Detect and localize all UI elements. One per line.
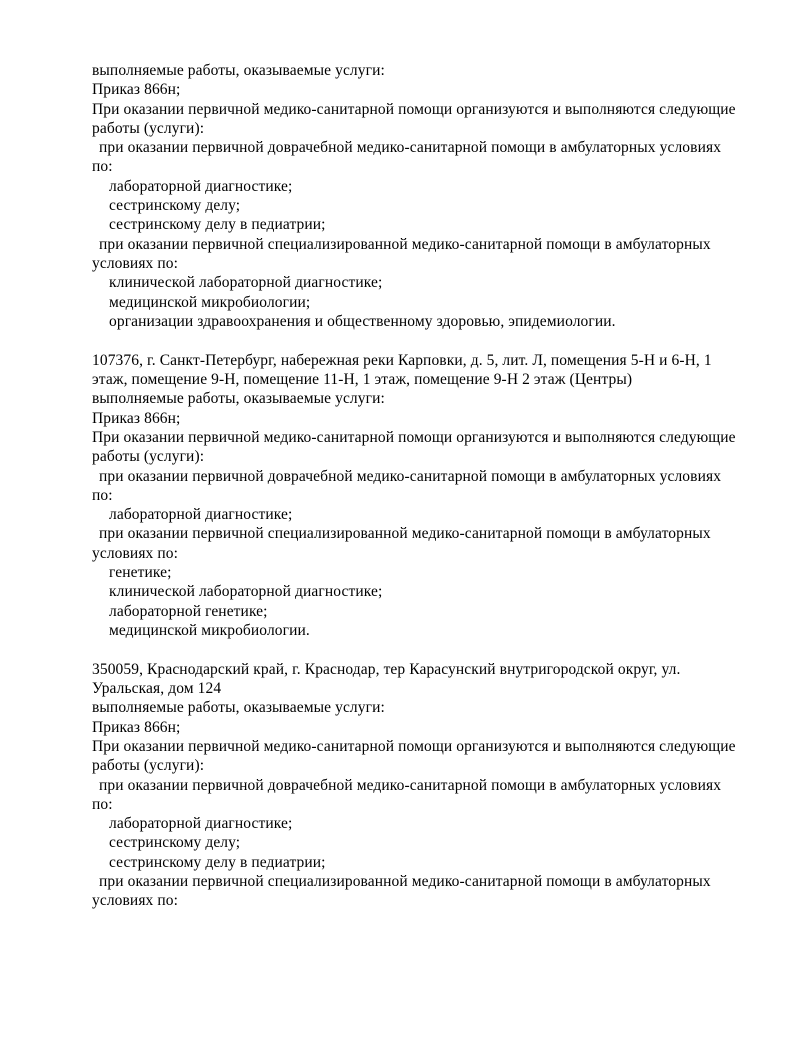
text-line: При оказании первичной медико-санитарной помощи организуются и выполняются следующие bbox=[92, 737, 736, 755]
text-line: клинической лабораторной диагностике; bbox=[109, 583, 383, 601]
text-line: При оказании первичной медико-санитарной помощи организуются и выполняются следующие bbox=[92, 100, 736, 118]
text-line: Приказ 866н; bbox=[92, 718, 181, 736]
text-line: лабораторной диагностике; bbox=[109, 506, 293, 524]
text-line: работы (услуги): bbox=[92, 448, 205, 466]
text-line: сестринскому делу в педиатрии; bbox=[109, 216, 326, 234]
text-line: сестринскому делу; bbox=[109, 834, 241, 852]
text-line: условиях по: bbox=[92, 544, 179, 562]
address-line: Уральская, дом 124 bbox=[92, 680, 222, 698]
text-line: лабораторной диагностике; bbox=[109, 177, 293, 195]
text-line: лабораторной диагностике; bbox=[109, 815, 293, 833]
text-line: сестринскому делу; bbox=[109, 197, 241, 215]
text-line: организации здравоохранения и общественному здоровью, эпидемиологии. bbox=[109, 312, 616, 330]
text-line: условиях по: bbox=[92, 254, 179, 272]
address-line: этаж, помещение 9-Н, помещение 11-Н, 1 этаж, помещение 9-Н 2 этаж (Центры) bbox=[92, 371, 633, 389]
text-line: выполняемые работы, оказываемые услуги: bbox=[92, 699, 385, 717]
text-line: клинической лабораторной диагностике; bbox=[109, 274, 383, 292]
license-section-2 bbox=[92, 351, 762, 640]
text-line: выполняемые работы, оказываемые услуги: bbox=[92, 62, 385, 79]
address-line: 350059, Краснодарский край, г. Краснодар, тер Карасунский внутригородской округ, ул. bbox=[92, 660, 681, 678]
license-document bbox=[92, 61, 762, 911]
license-section-3 bbox=[92, 660, 762, 911]
text-line: при оказании первичной доврачебной медико-санитарной помощи в амбулаторных условиях bbox=[99, 467, 722, 485]
text-line: медицинской микробиологии; bbox=[109, 293, 311, 311]
address-line: 107376, г. Санкт-Петербург, набережная реки Карповки, д. 5, лит. Л, помещения 5-Н и 6-Н, 1 bbox=[92, 351, 712, 369]
text-line: лабораторной генетике; bbox=[109, 602, 268, 620]
text-line: при оказании первичной специализированной медико-санитарной помощи в амбулаторных bbox=[99, 873, 711, 891]
text-line: работы (услуги): bbox=[92, 757, 205, 775]
text-line: Приказ 866н; bbox=[92, 81, 181, 99]
text-line: при оказании первичной специализированной медико-санитарной помощи в амбулаторных bbox=[99, 235, 711, 253]
text-line: работы (услуги): bbox=[92, 119, 205, 137]
text-line: по: bbox=[92, 795, 113, 813]
text-line: выполняемые работы, оказываемые услуги: bbox=[92, 390, 385, 408]
text-line: по: bbox=[92, 486, 113, 504]
text-line: медицинской микробиологии. bbox=[109, 621, 310, 639]
text-line: при оказании первичной специализированной медико-санитарной помощи в амбулаторных bbox=[99, 525, 711, 543]
license-section-1 bbox=[92, 61, 762, 331]
text-line: генетике; bbox=[109, 564, 172, 582]
text-line: Приказ 866н; bbox=[92, 409, 181, 427]
text-line: условиях по: bbox=[92, 892, 179, 910]
text-line: при оказании первичной доврачебной медико-санитарной помощи в амбулаторных условиях bbox=[99, 139, 722, 157]
text-line: при оказании первичной доврачебной медико-санитарной помощи в амбулаторных условиях bbox=[99, 776, 722, 794]
text-line: При оказании первичной медико-санитарной помощи организуются и выполняются следующие bbox=[92, 428, 736, 446]
text-line: сестринскому делу в педиатрии; bbox=[109, 853, 326, 871]
text-line: по: bbox=[92, 158, 113, 176]
